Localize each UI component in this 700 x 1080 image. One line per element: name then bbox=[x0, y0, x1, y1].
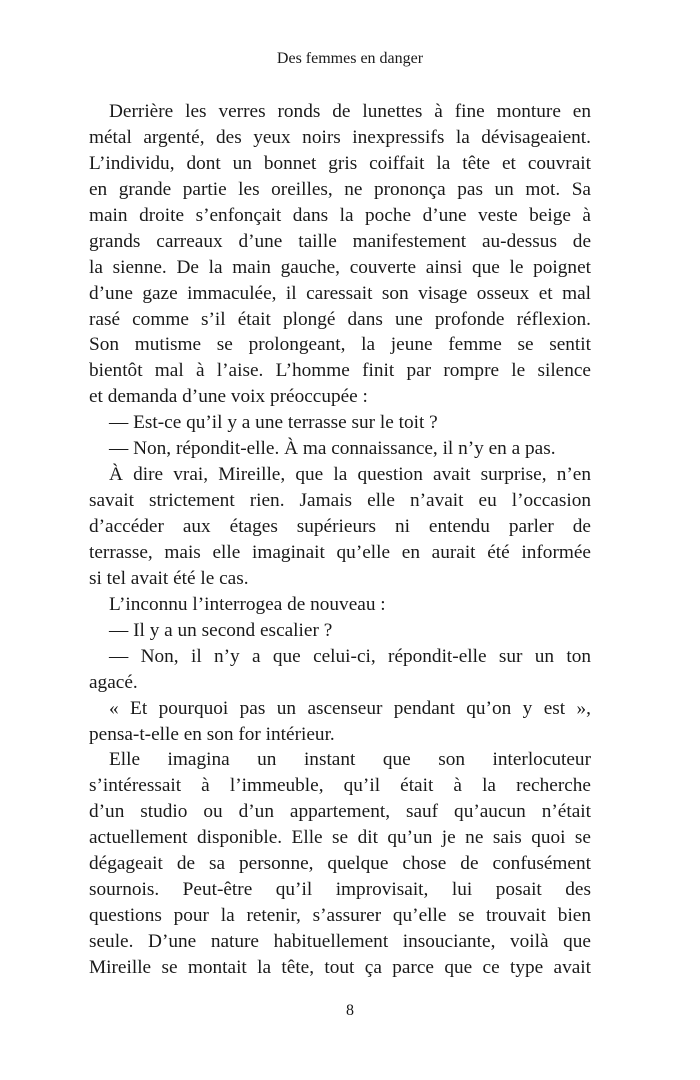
text-line: À dire vrai, Mireille, que la question avait surprise, n’en bbox=[109, 464, 591, 486]
text-line: d’accéder aux étages supérieurs ni entendu parler de bbox=[89, 516, 591, 537]
text-line: actuellement disponible. Elle se dit qu’un je ne sais quoi se bbox=[89, 827, 591, 849]
text-line: d’un studio ou d’un appartement, sauf qu’aucun n’était bbox=[89, 801, 591, 823]
running-head: Des femmes en danger bbox=[276, 50, 424, 67]
text-line: s’intéressait à l’immeuble, qu’il était à la recherche bbox=[89, 775, 591, 797]
text-line: en grande partie les oreilles, ne prononça pas un mot. Sa bbox=[89, 178, 591, 200]
text-line: questions pour la retenir, s’assurer qu’elle se trouvait bien bbox=[89, 905, 591, 927]
text-line: bientôt mal à l’aise. L’homme finit par rompre le silence bbox=[89, 360, 591, 382]
text-line: L’individu, dont un bonnet gris coiffait la tête et couvrait bbox=[89, 152, 591, 174]
text-line: grands carreaux d’une taille manifestement au-dessus de bbox=[89, 230, 591, 252]
text-line: pensa-t-elle en son for intérieur. bbox=[89, 723, 335, 745]
text-line: agacé. bbox=[89, 671, 138, 693]
text-line: — Il y a un second escalier ? bbox=[109, 619, 333, 641]
text-line: métal argenté, des yeux noirs inexpressifs la dévisageaient. bbox=[89, 126, 591, 148]
text-line: Derrière les verres ronds de lunettes à fine monture en bbox=[109, 101, 591, 122]
text-line: dégageait de sa personne, quelque chose de confusément bbox=[89, 853, 591, 875]
text-line: terrasse, mais elle imaginait qu’elle en aurait été informée bbox=[89, 541, 591, 563]
text-line: « Et pourquoi pas un ascenseur pendant qu’on y est », bbox=[109, 697, 591, 719]
text-line: main droite s’enfonçait dans la poche d’une veste beige à bbox=[89, 204, 591, 226]
text-line: savait strictement rien. Jamais elle n’avait eu l’occasion bbox=[89, 490, 591, 512]
text-line: L’inconnu l’interrogea de nouveau : bbox=[109, 593, 386, 615]
text-line: la sienne. De la main gauche, couverte ainsi que le poignet bbox=[89, 256, 591, 278]
text-line: Mireille se montait la tête, tout ça parce que ce type avait bbox=[89, 956, 591, 978]
text-line: et demanda d’une voix préoccupée : bbox=[89, 386, 368, 408]
text-line: seule. D’une nature habituellement insouciante, voilà que bbox=[89, 931, 591, 952]
page-number: 8 bbox=[346, 1002, 354, 1019]
text-line: d’une gaze immaculée, il caressait son visage osseux et mal bbox=[89, 282, 591, 304]
text-line: sournois. Peut-être qu’il improvisait, lui posait des bbox=[89, 879, 591, 901]
text-line: Son mutisme se prolongeant, la jeune femme se sentit bbox=[89, 334, 591, 356]
text-line: — Non, il n’y a que celui-ci, répondit-elle sur un ton bbox=[109, 645, 591, 667]
body-text bbox=[89, 99, 591, 981]
text-line: rasé comme s’il était plongé dans une profonde réflexion. bbox=[89, 308, 591, 330]
text-line: si tel avait été le cas. bbox=[89, 567, 249, 589]
text-line: — Est-ce qu’il y a une terrasse sur le toit ? bbox=[109, 412, 438, 434]
text-line: — Non, répondit-elle. À ma connaissance, il n’y en a pas. bbox=[109, 438, 556, 460]
text-line: Elle imagina un instant que son interlocuteur bbox=[109, 749, 591, 771]
